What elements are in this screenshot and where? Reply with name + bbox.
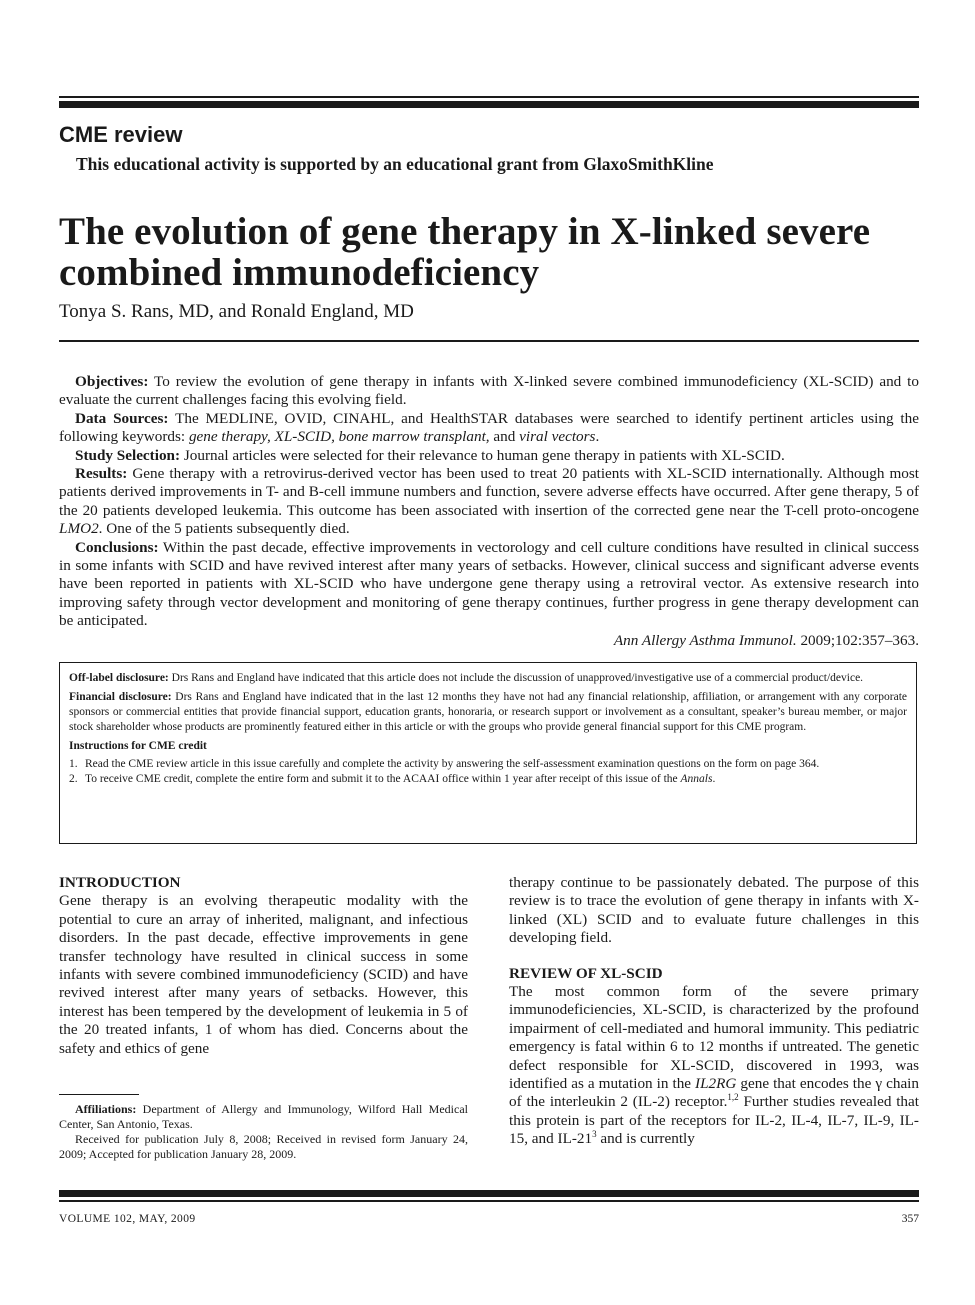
publication-dates: Received for publication July 8, 2008; Received in revised form January 24, 2009; Accepted for publication January 28, 2009. [59,1132,468,1161]
results-text: Gene therapy with a retrovirus-derived vector has been used to treat 20 patients with XL-SCID internationally. Although most patients derived improvements in T- and B-cell immune numbers and function, severe adverse effects have occurred. After gene therapy, 5 of the 20 patients developed leukemia. This outcome has been associated with insertion of the corrected gene near the T-cell proto-oncogene [59,465,919,519]
left-column [59,874,468,1058]
item-number: 1. [69,758,78,770]
section-label: CME review [59,122,183,147]
data-sources-keywords: gene therapy, XL-SCID, bone marrow transplant, [188,428,490,446]
affiliations-block [59,1102,468,1162]
affiliations-label: Affiliations: [75,1102,137,1116]
citation-details: 2009;102:357–363. [796,631,919,649]
review-body-b: gene that encodes the γ chain of the interleukin 2 (IL-2) receptor. [509,1075,919,1111]
data-sources-text: The MEDLINE, OVID, CINAHL, and HealthSTAR databases were searched to identify pertinent articles using the following keywords: [59,409,919,446]
reference-superscript: 1,2 [727,1092,739,1103]
introduction-heading: INTRODUCTION [59,874,181,891]
results-label: Results: [75,465,128,483]
item-number: 2. [69,773,78,785]
item-text: To receive CME credit, complete the entire form and submit it to the ACAAI office within 1 year after receipt of this issue of the [85,773,681,785]
off-label-text: Drs Rans and England have indicated that this article does not include the discussion of unapproved/investigative use of a commercial product/device. [168,672,864,684]
page-number: 357 [901,1213,919,1225]
objectives-label: Objectives: [75,373,149,390]
citation-journal: Ann Allergy Asthma Immunol. [613,631,797,649]
cme-instruction-item [69,772,907,787]
reference-superscript: 3 [592,1129,597,1140]
financial-text: Drs Rans and England have indicated that in the last 12 months they have not had any financial relationship, affiliation, or arrangement with any corporate sponsors or commercial entities that provide financial support, education grants, honoraria, or research support or involvement as a consultant, speaker’s bureau member, or major stock shareholder whose products are prominently featured either in this article or with the groups who provide general financial support for this CME program. [69,691,907,733]
footer-volume: VOLUME 102, MAY, 2009 [59,1213,196,1225]
data-sources-label: Data Sources: [75,409,169,427]
author-list: Tonya S. Rans, MD, and Ronald England, MD [59,301,414,322]
data-sources-end: . [595,428,600,446]
off-label-disclosure [69,671,907,686]
study-selection-text: Journal articles were selected for their relevance to human gene therapy in patients with XL-SCID. [180,446,785,464]
citation [59,632,919,650]
introduction-continuation: therapy continue to be passionately debated. The purpose of this review is to trace the evolution of gene therapy in infants with X-linked (XL) SCID and to evaluate future challenges in this developing field. [509,874,919,947]
abstract-objectives [59,373,919,410]
item-end: . [712,773,716,785]
review-body-c: Further studies revealed that this protein is part of the receptors for IL-2, IL-4, IL-7, IL-9, IL-15, and IL-21 [509,1093,919,1148]
cme-instruction-item [69,757,907,772]
title-divider [59,340,919,342]
bottom-rule-thick [59,1190,919,1197]
footnote-separator [59,1094,139,1095]
review-body-d: and is currently [596,1130,695,1148]
financial-disclosure [69,690,907,735]
review-heading: REVIEW OF XL-SCID [509,964,663,982]
conclusions-text: Within the past decade, effective improvements in vectorology and cell culture conditions have resulted in clinical success in some infants with SCID and have revived interest after many years of setbacks. However, clinical success and significant adverse events have been reported in patients with XL-SCID who have undergone gene therapy using a retroviral vector. As extensive research into improving safety through vector development and monitoring of gene therapy continues, further progress in gene therapy development can be anticipated. [59,538,919,630]
item-journal: Annals [680,773,713,785]
results-gene: LMO2 [59,520,99,538]
data-sources-last-keyword: viral vectors [519,428,596,446]
abstract-data-sources [59,410,919,447]
conclusions-label: Conclusions: [75,538,159,556]
financial-label: Financial disclosure: [69,691,172,703]
off-label-label: Off-label disclosure: [69,672,169,684]
objectives-text: To review the evolution of gene therapy in infants with X-linked severe combined immunodeficiency (XL-SCID) and to evaluate the current challenges facing this evolving field. [59,373,919,409]
affiliations-text: Department of Allergy and Immunology, Wilford Hall Medical Center, San Antonio, Texas. [59,1102,468,1131]
data-sources-and: and [489,428,520,446]
top-rule-thin [59,96,919,98]
grant-support-line: This educational activity is supported by an educational grant from GlaxoSmithKline [76,154,714,174]
top-rule-thick [59,101,919,108]
review-body-a: The most common form of the severe primary immunodeficiencies, XL-SCID, is characterized by the profound impairment of cell-mediated and humoral immunity. This pediatric emergency is fatal within 6 to 12 months if untreated. The genetic defect responsible for XL-SCID, discovered in 1993, was identified as a mutation in the [509,983,919,1093]
cme-instructions-heading: Instructions for CME credit [69,740,207,752]
abstract-conclusions [59,539,919,631]
review-body [509,983,919,1149]
abstract-results [59,465,919,539]
affiliations [59,1102,468,1132]
article-title: The evolution of gene therapy in X-linked severe combined immunodeficiency [59,210,871,294]
review-gene: IL2RG [695,1075,737,1093]
abstract [59,373,919,650]
introduction-body: Gene therapy is an evolving therapeutic modality with the potential to cure an array of inherited, malignant, and infectious disorders. In the past decade, effective improvements in gene transfer technology have resulted in clinical success in some infants with severe combined immunodeficiency (SCID) and have revived interest after many years of setbacks. However, this interest has been tempered by the development of leukemia in 5 of the 20 treated infants, 1 of whom has died. Concerns about the safety and ethics of gene [59,892,468,1057]
abstract-study-selection [59,447,919,465]
bottom-rule-thin [59,1200,919,1202]
item-text: Read the CME review article in this issue carefully and complete the activity by answering the self-assessment examination questions on the form on page 364. [85,758,820,770]
disclosure-box [59,662,917,844]
study-selection-label: Study Selection: [75,446,181,464]
results-text-end: . One of the 5 patients subsequently died. [98,520,350,538]
cme-instructions-list [69,757,907,787]
right-column [509,874,919,1149]
